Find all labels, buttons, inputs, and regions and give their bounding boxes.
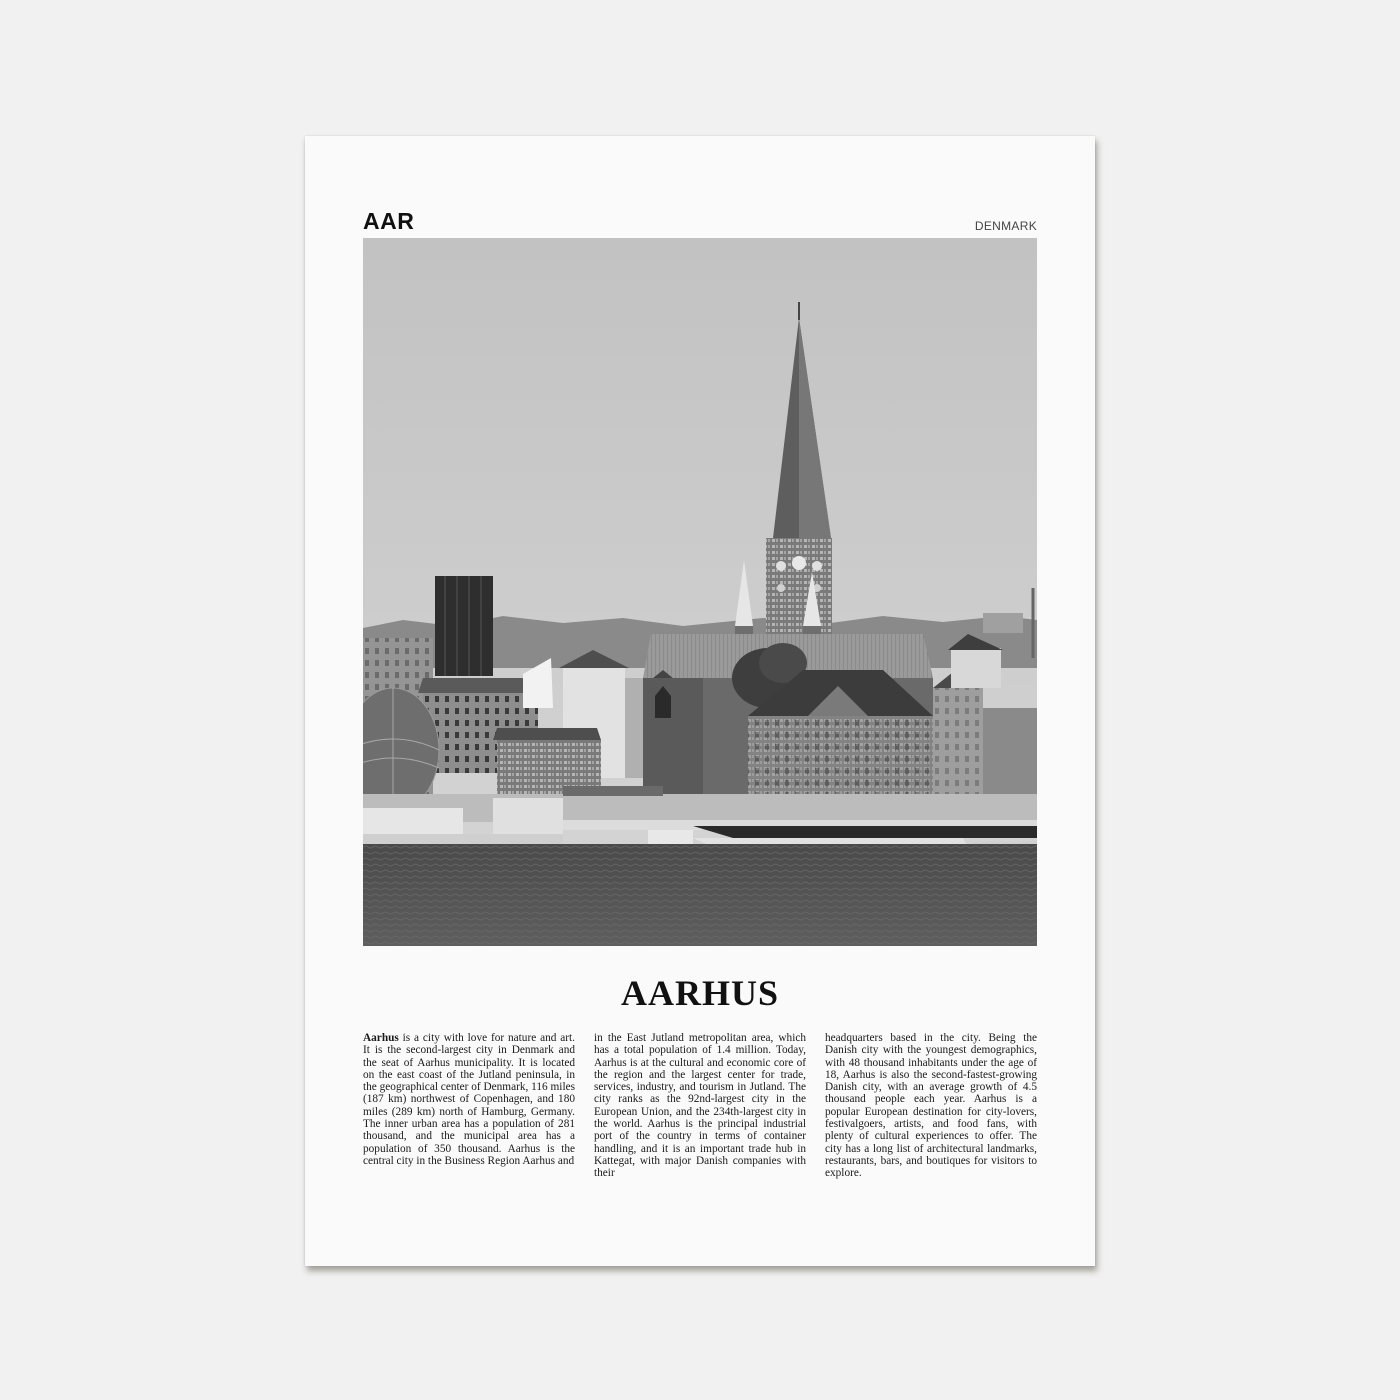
city-title: AARHUS — [620, 973, 779, 1013]
city-photo — [363, 238, 1037, 946]
description-column-3 — [825, 1032, 1037, 1180]
description-column-1 — [363, 1032, 575, 1180]
description-text-2: in the East Jutland metropolitan area, which has a total population of 1.4 million. Today, Aarhus is at the cultural and economic core of the region and the largest center for trade, services, industry, and tourism in Jutland. The city ranks as the 92nd-largest city in the European Union, and the 234th-largest city in the world. Aarhus is the principal industrial port of the country in terms of container handling, and it is an important trade hub in Kattegat, with major Danish companies with their — [594, 1032, 806, 1180]
city-description — [363, 1032, 1037, 1180]
description-text-1: is a city with love for nature and art. It is the second-largest city in Denmark and the seat of Aarhus municipality. It is located on the east coast of the Jutland peninsula, in the geographical center of Denmark, 116 miles (187 km) northwest of Copenhagen, and 180 miles (289 km) north of Hamburg, Germany. The inner urban area has a population of 281 thousand, and the municipal area has a population of 350 thousand. Aarhus is the central city in the Business Region Aarhus and — [363, 1032, 575, 1167]
country-label: DENMARK — [974, 219, 1037, 233]
city-code: AAR — [363, 208, 415, 234]
poster — [305, 136, 1095, 1266]
description-column-2 — [594, 1032, 806, 1180]
description-text-3: headquarters based in the city. Being the Danish city with the youngest demographics, with 48 thousand inhabitants under the age of 18, Aarhus is also the second-fastest-growing Danish city, with an average growth of 4.5 thousand people each year. Aarhus is a popular European destination for city-lovers, festivalgoers, artists, and food fans, with plenty of cultural experiences to offer. The city has a long list of architectural landmarks, restaurants, bars, and boutiques for visitors to explore. — [825, 1032, 1037, 1180]
description-lead: Aarhus — [363, 1032, 399, 1044]
